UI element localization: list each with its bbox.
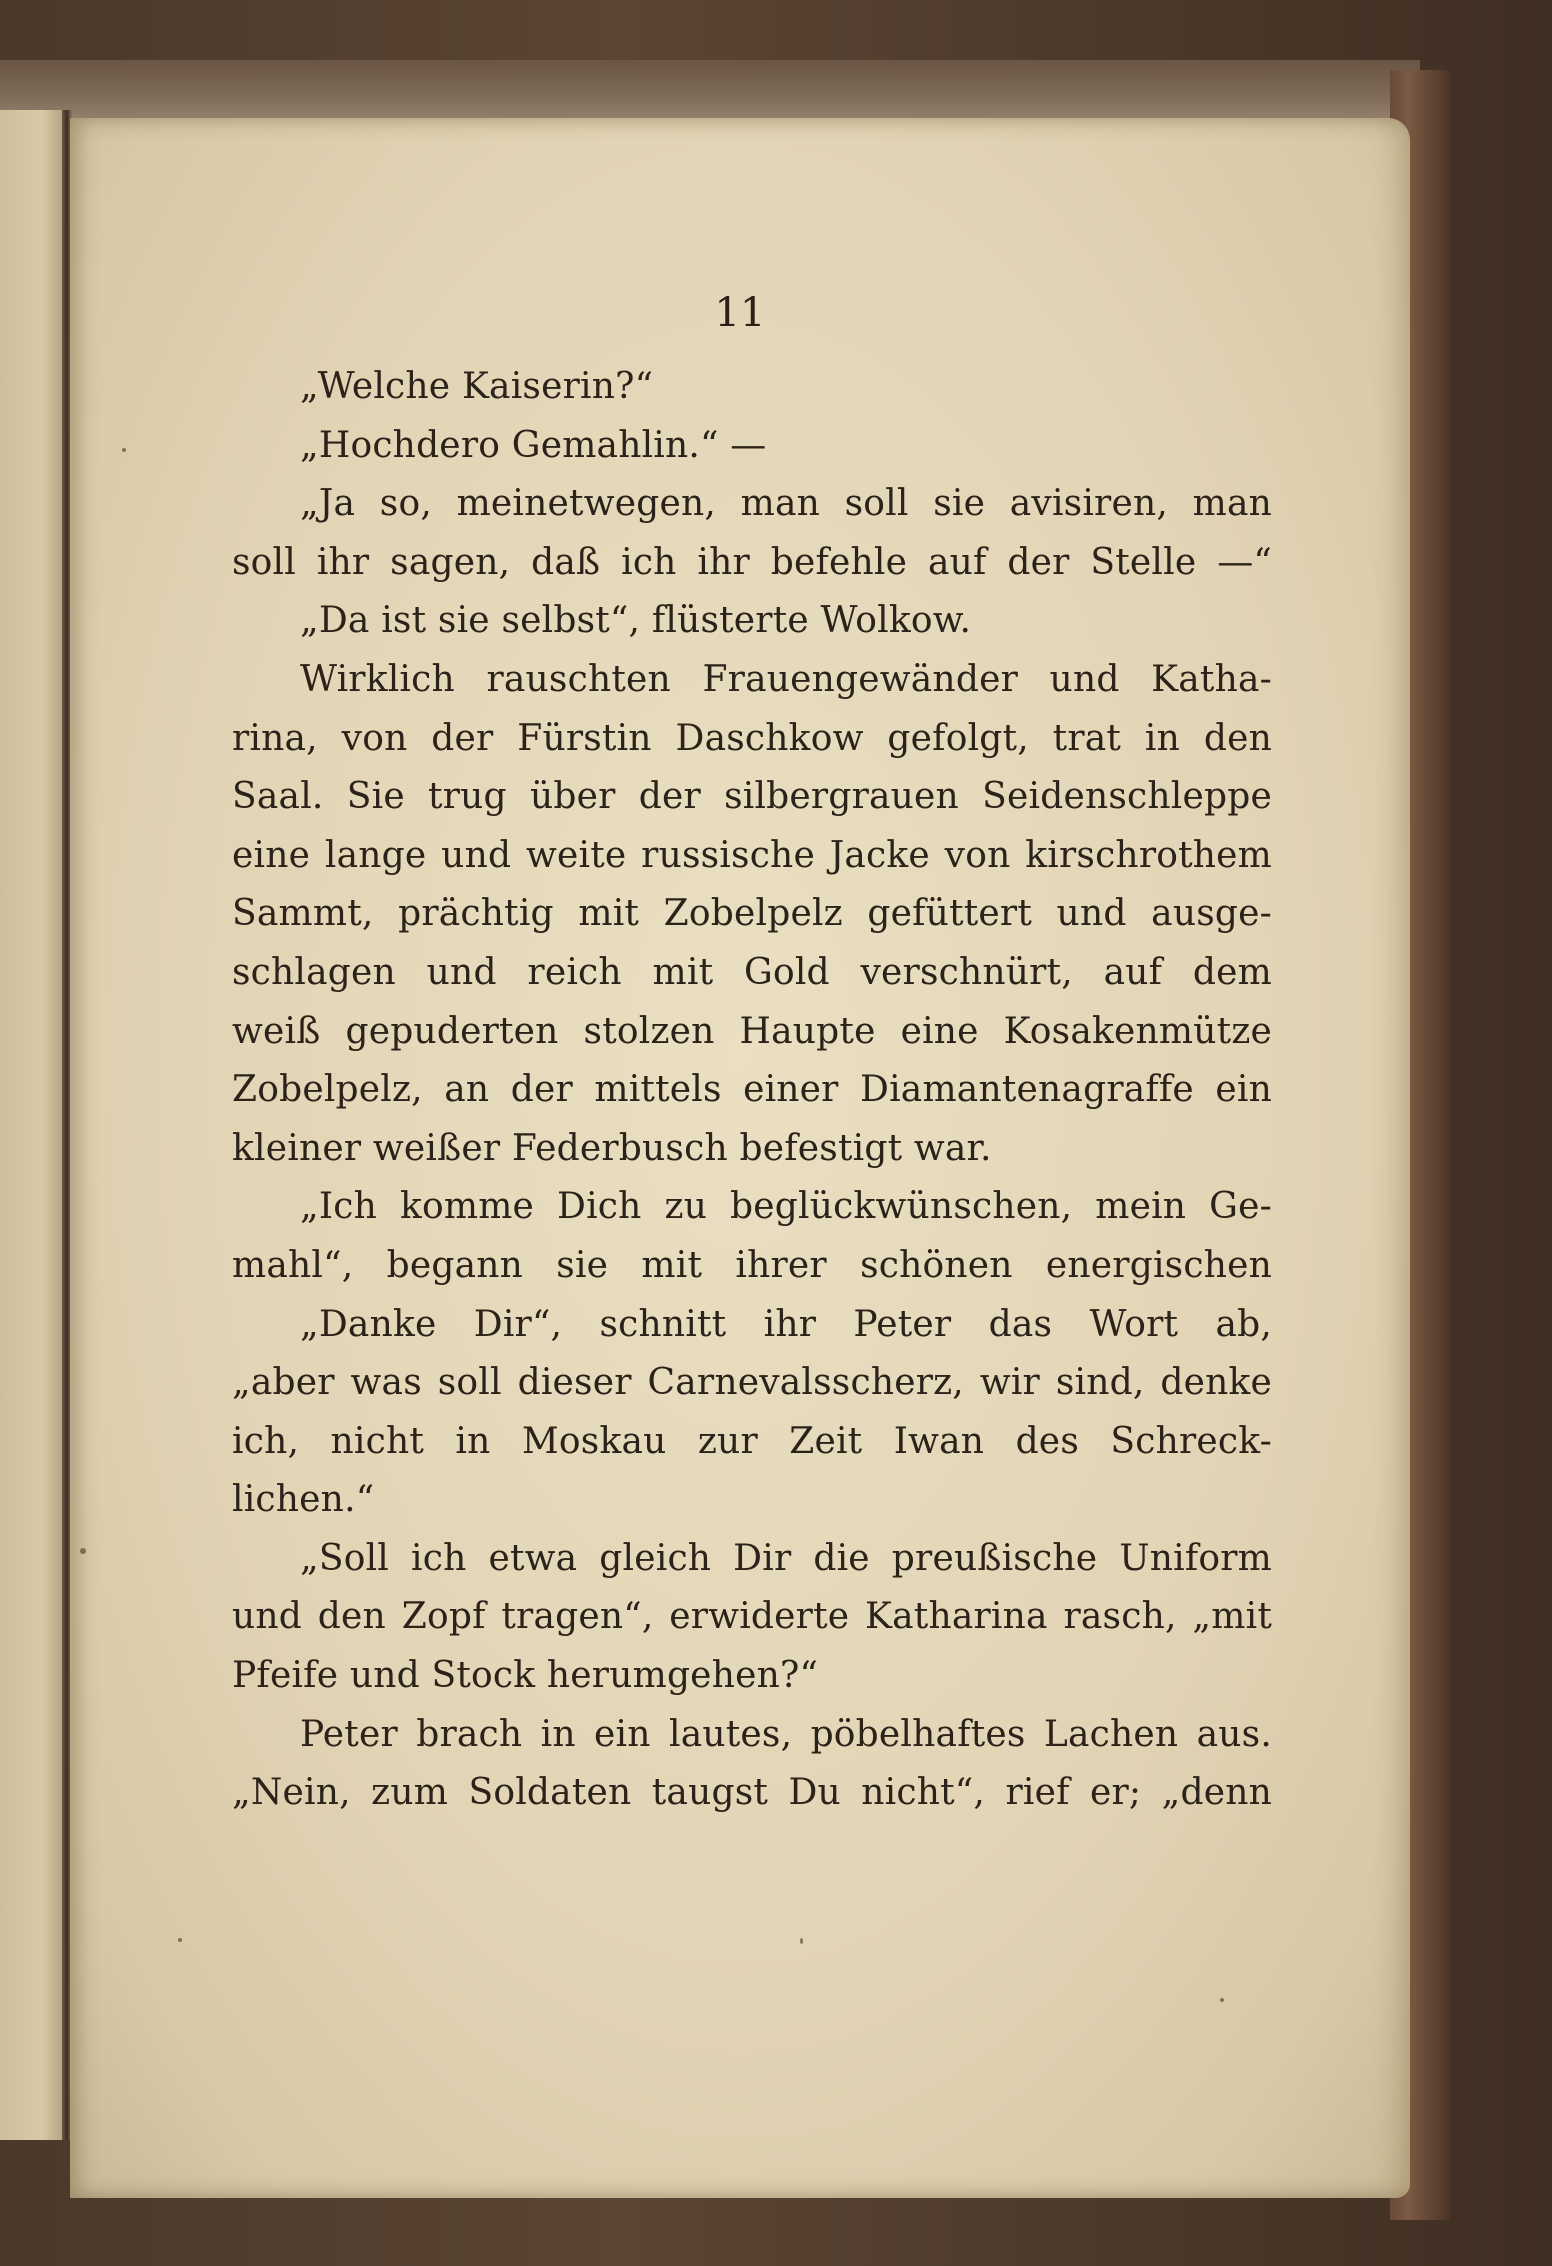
text-line: „Da ist sie selbst“, flüsterte Wolkow.	[300, 600, 972, 642]
book-page	[70, 118, 1410, 2198]
text-line: kleiner weißer Federbusch befestigt war.	[232, 1127, 992, 1169]
text-line: rina, von der Fürstin Daschkow gefolgt, trat in den	[232, 717, 1272, 759]
page-text	[232, 358, 1272, 1823]
text-line: und den Zopf tragen“, erwiderte Katharina rasch, „mit	[232, 1596, 1272, 1638]
text-line: Peter brach in ein lautes, pöbelhaftes Lachen aus.	[300, 1713, 1272, 1755]
paper-speck	[80, 1548, 86, 1554]
text-line: Zobelpelz, an der mittels einer Diamantenagraffe ein	[232, 1069, 1272, 1111]
text-line: weiß gepuderten stolzen Haupte eine Kosakenmütze	[232, 1010, 1272, 1052]
text-line: eine lange und weite russische Jacke von kirschrothem	[232, 834, 1272, 876]
text-line: „Ja so, meinetwegen, man soll sie avisiren, man	[300, 483, 1272, 525]
text-line: Saal. Sie trug über der silbergrauen Seidenschleppe	[232, 776, 1272, 818]
text-line: „aber was soll dieser Carnevalsscherz, wir sind, denke	[232, 1362, 1272, 1404]
paper-speck	[122, 448, 126, 452]
text-line: „Soll ich etwa gleich Dir die preußische Uniform	[300, 1537, 1272, 1579]
text-line: Wirklich rauschten Frauengewänder und Katha-	[300, 658, 1272, 700]
text-line: schlagen und reich mit Gold verschnürt, auf dem	[232, 951, 1272, 993]
text-line: soll ihr sagen, daß ich ihr befehle auf der Stelle —“	[232, 541, 1272, 583]
text-line: mahl“, begann sie mit ihrer schönen energischen	[232, 1244, 1272, 1286]
text-line: „Hochdero Gemahlin.“ —	[300, 424, 767, 466]
page-number: 11	[714, 290, 766, 336]
paper-speck	[1220, 1998, 1224, 2002]
text-line: Sammt, prächtig mit Zobelpelz gefüttert und ausge-	[232, 893, 1272, 935]
text-line: „Danke Dir“, schnitt ihr Peter das Wort ab,	[300, 1303, 1272, 1345]
text-line: lichen.“	[232, 1479, 375, 1521]
text-line: „Nein, zum Soldaten taugst Du nicht“, rief er; „denn	[232, 1772, 1272, 1814]
paper-speck	[800, 1938, 803, 1944]
left-page-edge	[0, 110, 70, 2140]
paper-speck	[178, 1938, 182, 1942]
text-line: Pfeife und Stock herumgehen?“	[232, 1655, 819, 1697]
text-line: ich, nicht in Moskau zur Zeit Iwan des Schreck-	[232, 1420, 1272, 1462]
text-line: „Ich komme Dich zu beglückwünschen, mein Ge-	[300, 1186, 1272, 1228]
text-line: „Welche Kaiserin?“	[300, 366, 654, 407]
